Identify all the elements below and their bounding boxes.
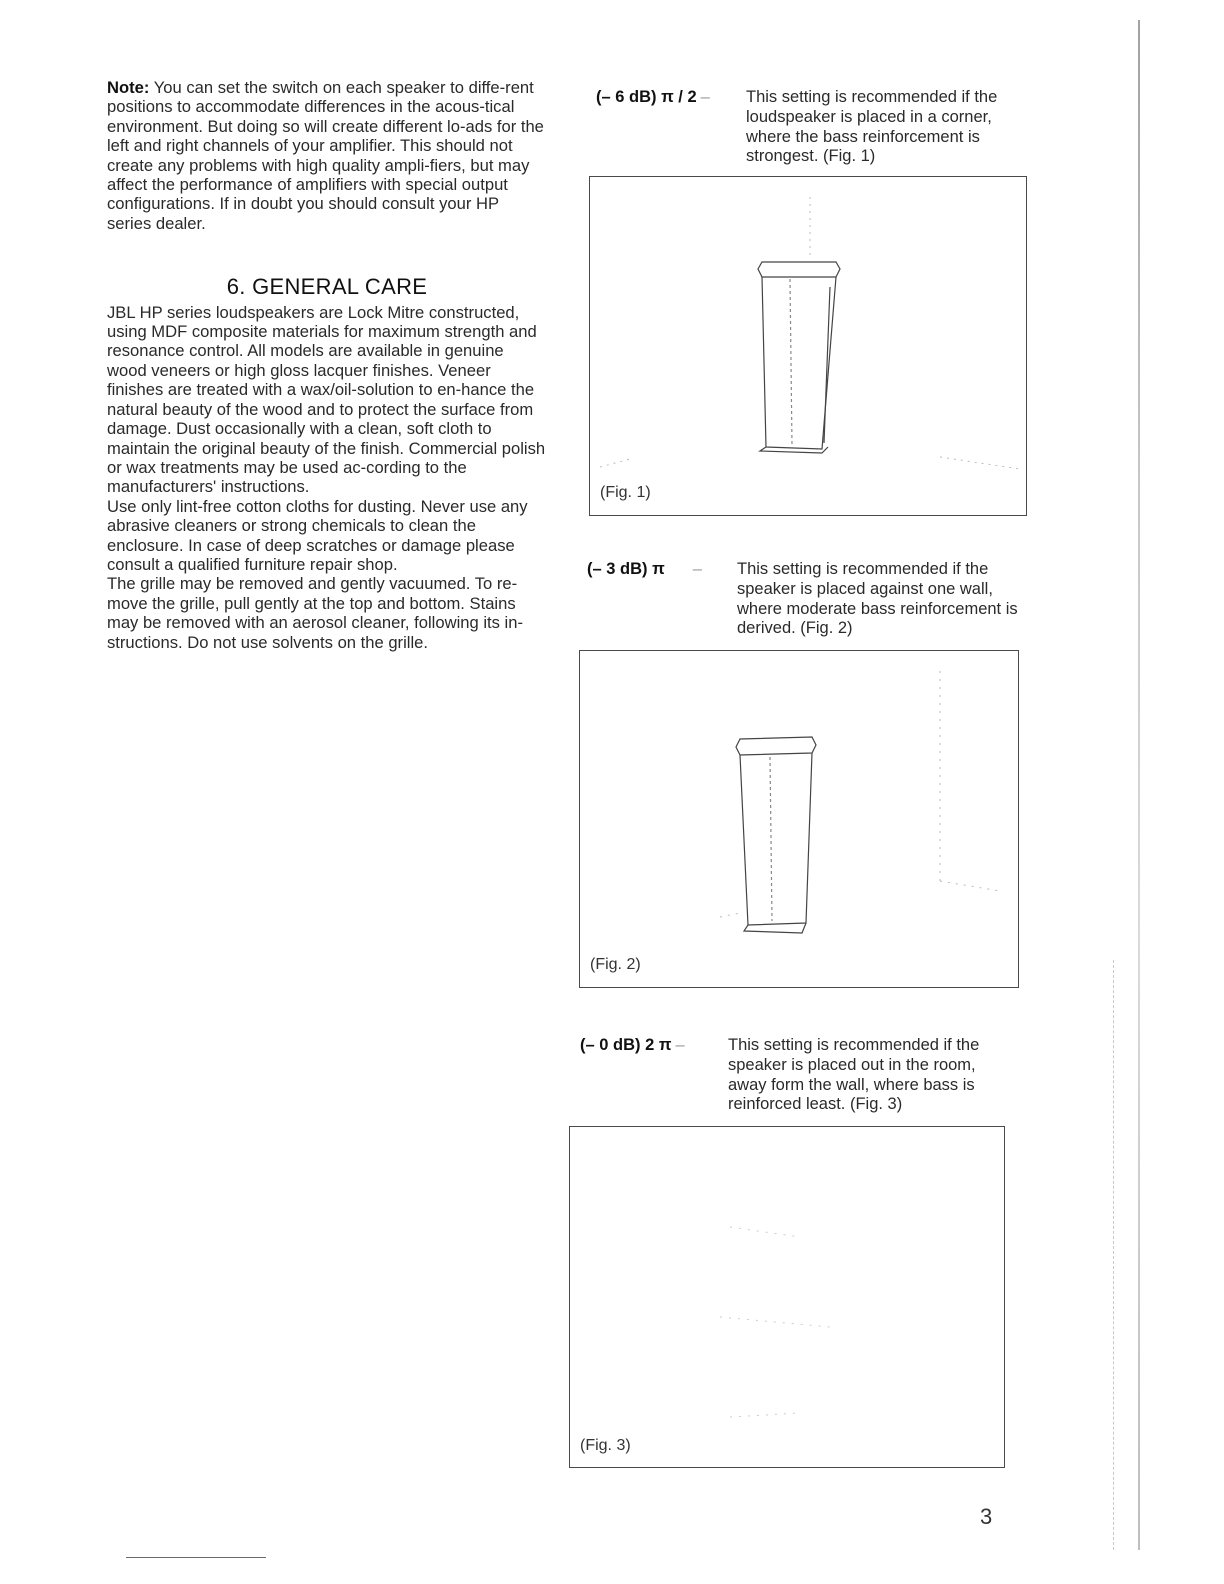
figure-3-caption: (Fig. 3) xyxy=(580,1437,631,1454)
page-number: 3 xyxy=(980,1504,993,1529)
setting-label: (– 6 dB) π / 2 – xyxy=(596,88,710,106)
figure-1-caption: (Fig. 1) xyxy=(600,484,651,501)
setting-one-wall xyxy=(587,560,1017,650)
figure-3 xyxy=(569,1126,1005,1468)
note-text: You can set the switch on each speaker to diffe-rent positions to accommodate differences in the acous-tical environment. But doing so will create different lo-ads for the left and right channels of your amplifier. This should not create any problems with high quality ampli-fiers, but may affect the performance of amplifiers with special output configurations. If in doubt you should consult your HP series dealer. xyxy=(107,78,544,233)
setting-label: (– 3 dB) π – xyxy=(587,560,702,578)
page-edge-shadow xyxy=(1138,20,1140,1550)
care-paragraph-2: Use only lint-free cotton cloths for dusting. Never use any abrasive cleaners or strong chemicals to clean the enclosure. In case of deep scratches or damage please consult a qualified furniture repair shop. xyxy=(107,496,528,574)
figure-2 xyxy=(579,650,1019,988)
left-column xyxy=(107,78,547,652)
care-paragraph-3: The grille may be removed and gently vacuumed. To re-move the grille, pull gently at the top and bottom. Stains may be removed with an aerosol cleaner, following its in-structions. Do not use solvents on the grille. xyxy=(107,574,523,652)
setting-free-standing xyxy=(580,1036,1010,1126)
note-paragraph xyxy=(107,78,547,233)
setting-corner xyxy=(596,88,1026,178)
note-label: Note: xyxy=(107,78,150,97)
page-edge-trace xyxy=(1113,960,1115,1550)
speaker-wall-illustration xyxy=(580,651,1018,987)
section-title: 6. GENERAL CARE xyxy=(226,274,428,300)
figure-2-caption: (Fig. 2) xyxy=(590,956,641,973)
speaker-room-illustration xyxy=(570,1127,1004,1467)
footnote-rule xyxy=(126,1557,266,1558)
setting-description: This setting is recommended if the loudspeaker is placed in a corner, where the bass reinforcement is strongest. (Fig. 1) xyxy=(746,88,998,166)
figure-1 xyxy=(589,176,1027,516)
setting-description: This setting is recommended if the speaker is placed against one wall, where moderate bass reinforcement is derived. (Fig. 2) xyxy=(737,560,1018,638)
setting-description: This setting is recommended if the speaker is placed out in the room, away form the wall, where bass is reinforced least. (Fig. 3) xyxy=(728,1036,980,1114)
care-paragraph-1: JBL HP series loudspeakers are Lock Mitre constructed, using MDF composite materials for maximum strength and resonance control. All models are available in genuine wood veneers or high gloss lacquer finishes. Veneer finishes are treated with a wax/oil-solution to en-hance the natural beauty of the wood and to protect the surface from damage. Dust occasionally with a clean, soft cloth to maintain the original beauty of the finish. Commercial polish or wax treatments may be used ac-cording to the manufacturers' instructions. xyxy=(107,302,546,497)
speaker-corner-illustration xyxy=(590,177,1026,515)
setting-label: (– 0 dB) 2 π – xyxy=(580,1036,685,1054)
